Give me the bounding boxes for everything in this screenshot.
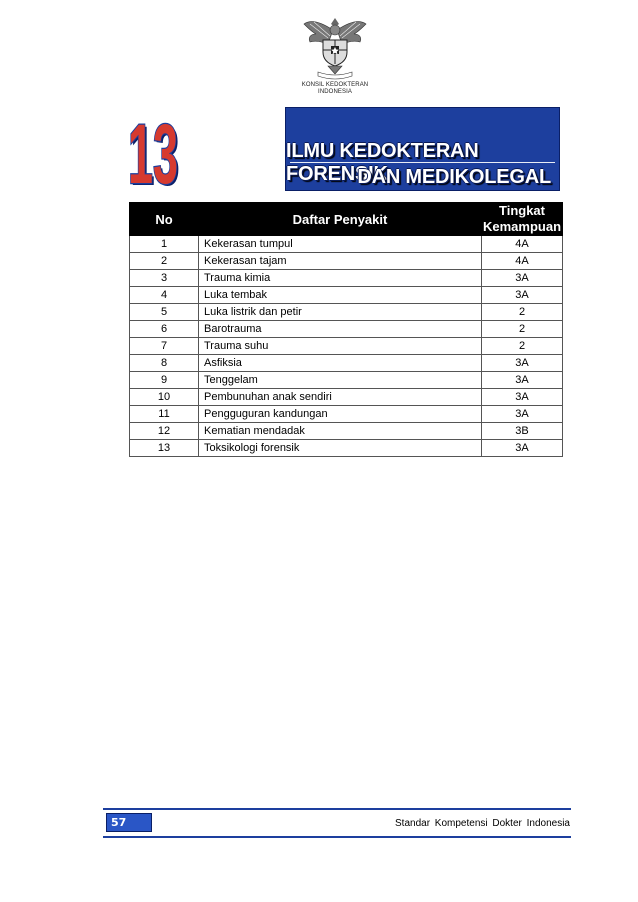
cell-ability-level: 3A xyxy=(482,406,563,423)
table-row xyxy=(130,406,563,423)
cell-no: 1 xyxy=(130,236,199,253)
table-row xyxy=(130,423,563,440)
table-row xyxy=(130,389,563,406)
table-header-row xyxy=(130,203,563,236)
cell-disease-name: Kematian mendadak xyxy=(199,423,482,440)
footer-doc-title: Standar Kompetensi Dokter Indonesia xyxy=(395,818,570,829)
kki-logo xyxy=(290,12,380,98)
cell-no: 11 xyxy=(130,406,199,423)
cell-ability-level: 2 xyxy=(482,321,563,338)
table-row xyxy=(130,372,563,389)
cell-no: 2 xyxy=(130,253,199,270)
cell-disease-name: Pembunuhan anak sendiri xyxy=(199,389,482,406)
table-row xyxy=(130,440,563,457)
cell-disease-name: Barotrauma xyxy=(199,321,482,338)
cell-disease-name: Kekerasan tajam xyxy=(199,253,482,270)
header-level-line2: Kemampuan xyxy=(482,219,562,234)
header-ability-level xyxy=(482,203,563,236)
cell-no: 13 xyxy=(130,440,199,457)
cell-ability-level: 2 xyxy=(482,338,563,355)
cell-disease-name: Trauma kimia xyxy=(199,270,482,287)
cell-ability-level: 3A xyxy=(482,389,563,406)
footer-top-rule xyxy=(103,808,571,810)
cell-disease-name: Toksikologi forensik xyxy=(199,440,482,457)
logo-org-line1: KONSIL KEDOKTERAN xyxy=(301,82,369,88)
cell-no: 4 xyxy=(130,287,199,304)
logo-org-line2: INDONESIA xyxy=(318,89,352,95)
garuda-emblem-icon xyxy=(300,12,370,82)
cell-ability-level: 3A xyxy=(482,355,563,372)
header-disease-list: Daftar Penyakit xyxy=(199,203,482,236)
cell-no: 9 xyxy=(130,372,199,389)
cell-disease-name: Trauma suhu xyxy=(199,338,482,355)
cell-ability-level: 3A xyxy=(482,270,563,287)
footer-bottom-rule xyxy=(103,836,571,838)
table-row xyxy=(130,270,563,287)
disease-table xyxy=(129,202,563,457)
cell-no: 8 xyxy=(130,355,199,372)
table-row xyxy=(130,253,563,270)
header-no: No xyxy=(130,203,199,236)
header-level-line1: Tingkat xyxy=(499,203,545,218)
cell-disease-name: Luka tembak xyxy=(199,287,482,304)
cell-no: 7 xyxy=(130,338,199,355)
cell-no: 12 xyxy=(130,423,199,440)
cell-disease-name: Kekerasan tumpul xyxy=(199,236,482,253)
cell-disease-name: Luka listrik dan petir xyxy=(199,304,482,321)
table-row xyxy=(130,304,563,321)
table-row xyxy=(130,355,563,372)
cell-ability-level: 2 xyxy=(482,304,563,321)
cell-disease-name: Asfiksia xyxy=(199,355,482,372)
cell-ability-level: 4A xyxy=(482,236,563,253)
chapter-number-text: 13 xyxy=(128,112,178,192)
cell-ability-level: 3B xyxy=(482,423,563,440)
table-row xyxy=(130,338,563,355)
chapter-title-line2: DAN MEDIKOLEGAL xyxy=(357,166,551,188)
title-divider xyxy=(290,162,555,163)
chapter-number-shadow: 13 xyxy=(130,112,180,192)
cell-no: 3 xyxy=(130,270,199,287)
cell-no: 10 xyxy=(130,389,199,406)
cell-disease-name: Pengguguran kandungan xyxy=(199,406,482,423)
table-row xyxy=(130,321,563,338)
chapter-title-line1: ILMU KEDOKTERAN FORENSIK xyxy=(286,140,479,185)
chapter-title-banner xyxy=(285,107,560,191)
chapter-number xyxy=(124,112,184,192)
cell-ability-level: 4A xyxy=(482,253,563,270)
cell-ability-level: 3A xyxy=(482,372,563,389)
table-row xyxy=(130,287,563,304)
page-number: 57 xyxy=(106,813,152,832)
cell-no: 6 xyxy=(130,321,199,338)
cell-ability-level: 3A xyxy=(482,287,563,304)
cell-no: 5 xyxy=(130,304,199,321)
table-row xyxy=(130,236,563,253)
cell-disease-name: Tenggelam xyxy=(199,372,482,389)
cell-ability-level: 3A xyxy=(482,440,563,457)
